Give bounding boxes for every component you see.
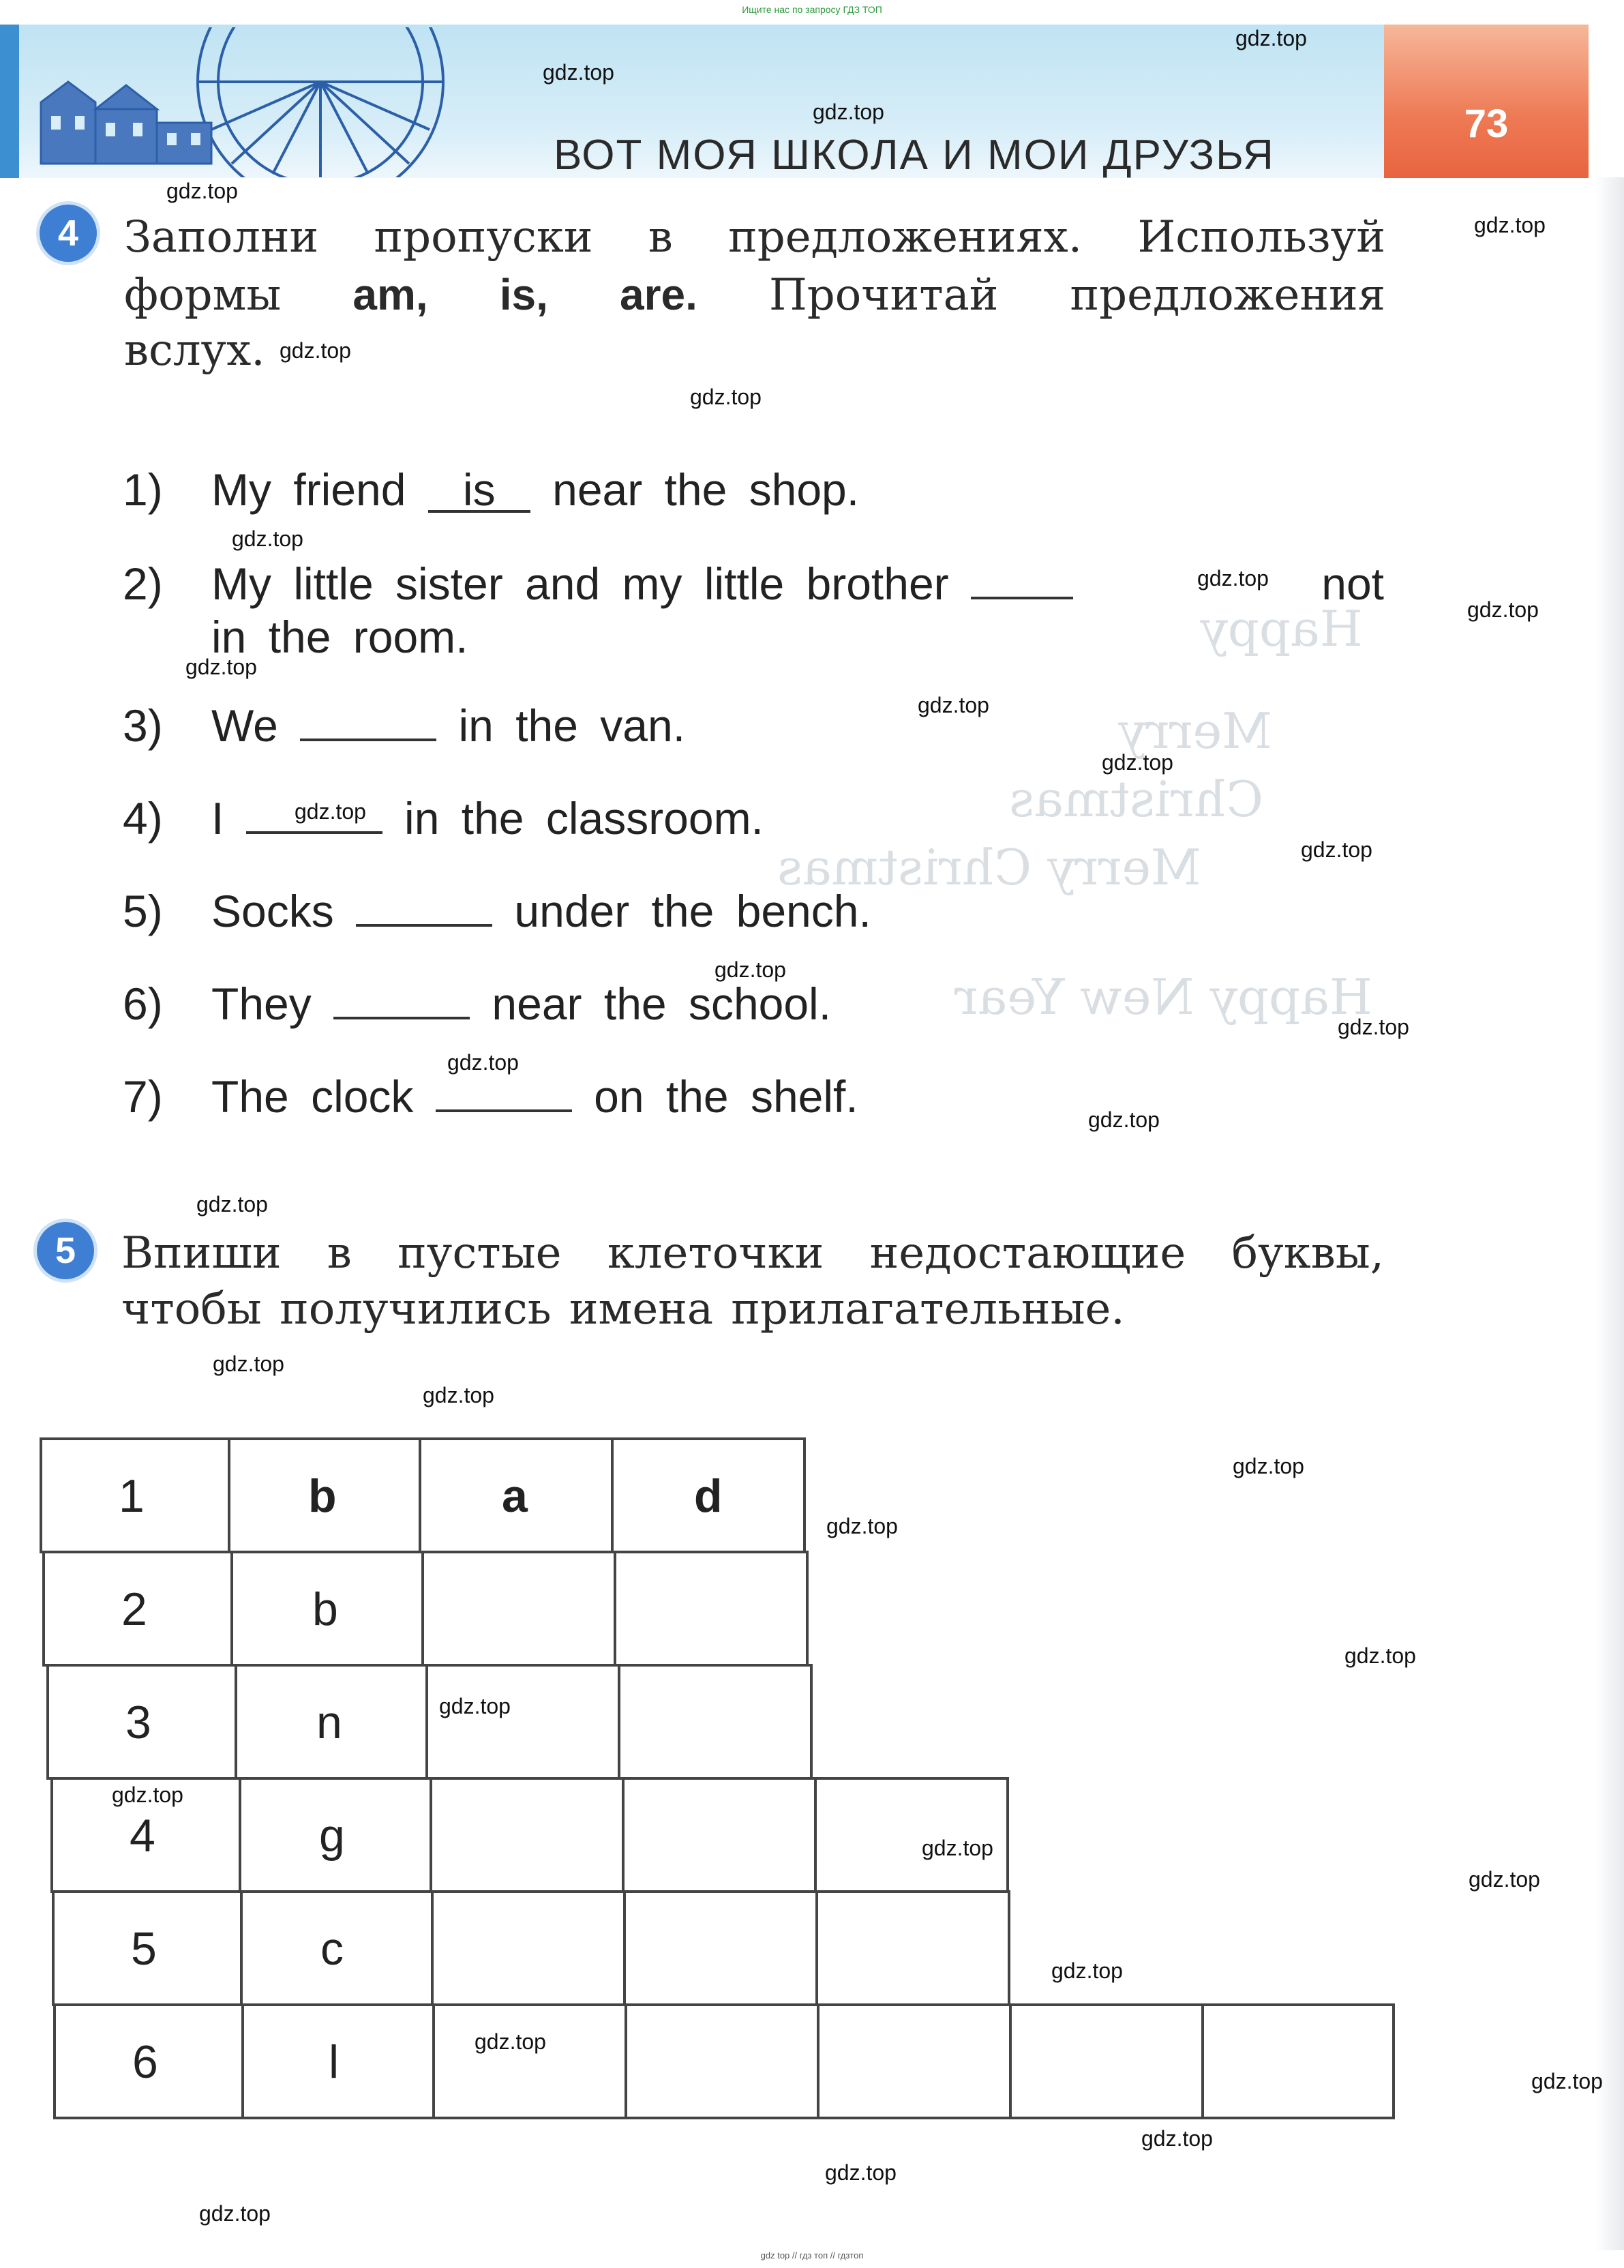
row-letter: b <box>308 1470 337 1522</box>
sentence-1 <box>123 464 859 516</box>
watermark: gdz.top <box>543 60 614 85</box>
top-note: Ищите нас по запросу ГДЗ ТОП <box>742 4 882 15</box>
sentence-5 <box>123 885 871 937</box>
watermark: gdz.top <box>918 693 989 717</box>
sentence-text: We <box>211 700 278 751</box>
row-letter: c <box>320 1923 344 1975</box>
sentence-number: 2) <box>123 558 163 609</box>
exercise-4-instruction-line-2 <box>124 267 1385 323</box>
sentence-text: Socks <box>211 886 334 936</box>
answer-blank[interactable] <box>436 1109 572 1112</box>
grid-cell[interactable] <box>431 1890 626 2006</box>
sentence-number: 3) <box>123 700 163 751</box>
watermark: gdz.top <box>166 179 238 203</box>
answer-blank[interactable]: is <box>428 469 530 513</box>
show-through-text: Merry Christmas <box>777 839 1201 896</box>
grid-cell[interactable] <box>815 1890 1010 2006</box>
watermark: gdz.top <box>1469 1867 1540 1892</box>
sentence-text: I <box>211 793 224 844</box>
exercise-4-instruction-line-3: вслух. <box>124 325 265 376</box>
answer-blank[interactable] <box>300 738 436 741</box>
row-number: 1 <box>119 1470 145 1522</box>
row-number: 2 <box>121 1583 147 1635</box>
watermark: gdz.top <box>1235 26 1307 50</box>
sentence-text: near the school. <box>492 979 832 1029</box>
watermark: gdz.top <box>1088 1107 1160 1132</box>
form-am: am, <box>352 270 428 319</box>
grid-cell[interactable] <box>1009 2003 1204 2119</box>
answer-blank[interactable] <box>333 1017 470 1019</box>
watermark: gdz.top <box>1338 1015 1409 1039</box>
bottom-note: gdz top // гдз топ // гдзтоп <box>760 2250 864 2260</box>
grid-cell[interactable] <box>432 2003 627 2119</box>
row-number: 5 <box>131 1923 157 1975</box>
watermark: gdz.top <box>196 1192 268 1217</box>
row-letter: g <box>319 1810 345 1862</box>
show-through-text: Merry <box>1118 702 1272 760</box>
show-through-text: Happy <box>1200 600 1363 657</box>
watermark: gdz.top <box>475 2029 546 2054</box>
sentence-number: 1) <box>123 464 163 515</box>
exercise-4-instruction-line-1: Заполни пропуски в предложениях. Используй <box>124 212 1385 263</box>
show-through-text: Christmas <box>1009 771 1263 828</box>
row-letter: b <box>312 1583 338 1635</box>
sentence-4 <box>123 792 764 844</box>
answer-blank[interactable] <box>971 597 1073 599</box>
watermark: gdz.top <box>1102 750 1173 775</box>
watermark: gdz.top <box>1141 2126 1213 2151</box>
watermark: gdz.top <box>112 1782 183 1807</box>
sentence-number: 5) <box>123 886 163 936</box>
section-title: ВОТ МОЯ ШКОЛА И МОИ ДРУЗЬЯ <box>554 132 1275 179</box>
grid-cell[interactable] <box>625 2003 819 2119</box>
answer-blank[interactable] <box>356 924 492 927</box>
watermark: gdz.top <box>813 100 884 124</box>
exercise-4-badge: 4 <box>40 205 97 262</box>
grid-cell[interactable] <box>430 1777 625 1893</box>
watermark: gdz.top <box>1531 2069 1603 2093</box>
watermark: gdz.top <box>1233 1454 1304 1478</box>
watermark: gdz.top <box>295 799 366 824</box>
page-edge-shadow <box>1595 177 1624 2250</box>
sentence-3 <box>123 700 685 751</box>
sentence-text: They <box>211 979 312 1029</box>
watermark: gdz.top <box>922 1836 993 1860</box>
watermark: gdz.top <box>199 2201 271 2226</box>
exercise-5-instruction-line-1: Впиши в пустые клеточки недостающие буквы, <box>121 1228 1384 1279</box>
watermark: gdz.top <box>423 1383 494 1407</box>
sentence-text: near the shop. <box>552 464 860 515</box>
grid-cell[interactable] <box>622 1777 817 1893</box>
watermark: gdz.top <box>690 385 762 409</box>
watermark: gdz.top <box>715 957 786 982</box>
row-number: 4 <box>130 1810 155 1862</box>
watermark: gdz.top <box>1474 213 1546 237</box>
row-letter: d <box>694 1470 723 1522</box>
sentence-text: not <box>1321 558 1384 609</box>
watermark: gdz.top <box>1344 1643 1416 1668</box>
sentence-text: on the shelf. <box>594 1071 858 1122</box>
sentence-number: 7) <box>123 1071 163 1122</box>
watermark: gdz.top <box>213 1352 284 1376</box>
instruction-text: формы <box>124 270 282 320</box>
row-letter: l <box>329 2036 340 2088</box>
header-strip <box>0 25 19 178</box>
sentence-text: My little sister and my little brother <box>211 558 949 609</box>
row-letter: n <box>316 1697 342 1748</box>
form-are: are. <box>619 270 697 319</box>
form-is: is, <box>499 270 548 319</box>
grid-cell[interactable] <box>817 2003 1012 2119</box>
sentence-6 <box>123 978 831 1030</box>
instruction-text: Прочитай предложения <box>768 270 1386 320</box>
watermark: gdz.top <box>280 338 351 363</box>
watermark: gdz.top <box>1301 837 1372 862</box>
grid-cell[interactable] <box>614 1551 809 1667</box>
sentence-number: 4) <box>123 793 163 844</box>
sentence-number: 6) <box>123 979 163 1029</box>
exercise-5-badge: 5 <box>37 1222 94 1279</box>
watermark: gdz.top <box>826 1514 898 1538</box>
grid-cell[interactable] <box>425 1664 620 1780</box>
row-number: 3 <box>125 1697 151 1748</box>
row-number: 6 <box>132 2036 158 2088</box>
grid-cell[interactable] <box>618 1664 813 1780</box>
watermark: gdz.top <box>825 2160 897 2185</box>
watermark: gdz.top <box>1467 597 1539 622</box>
watermark: gdz.top <box>439 1694 511 1718</box>
sentence-text: in the van. <box>458 700 686 751</box>
sentence-text: in the classroom. <box>404 793 764 844</box>
grid-cell[interactable] <box>1201 2003 1395 2119</box>
sentence-2 <box>123 558 1384 610</box>
show-through-text: Happy New Year <box>954 968 1372 1026</box>
watermark: gdz.top <box>447 1050 519 1075</box>
watermark: gdz.top <box>1051 1958 1123 1983</box>
watermark: gdz.top <box>232 526 303 551</box>
sentence-text: under the bench. <box>514 886 871 936</box>
sentence-2-continued: in the room. <box>211 612 468 662</box>
sentence-text: My friend <box>211 464 406 515</box>
grid-cell[interactable] <box>623 1890 818 2006</box>
sentence-text: The clock <box>211 1071 414 1122</box>
watermark: gdz.top <box>185 655 257 679</box>
row-letter: a <box>502 1470 528 1522</box>
page-number: 73 <box>1464 102 1509 146</box>
ferris-wheel-illustration <box>27 27 545 177</box>
watermark: gdz.top <box>1197 566 1269 591</box>
grid-cell[interactable] <box>421 1551 616 1667</box>
answer-blank[interactable] <box>246 831 382 834</box>
sentence-7 <box>123 1071 858 1122</box>
exercise-5-instruction-line-2: чтобы получились имена прилагательные. <box>121 1284 1125 1334</box>
grid-cell[interactable] <box>814 1777 1009 1893</box>
